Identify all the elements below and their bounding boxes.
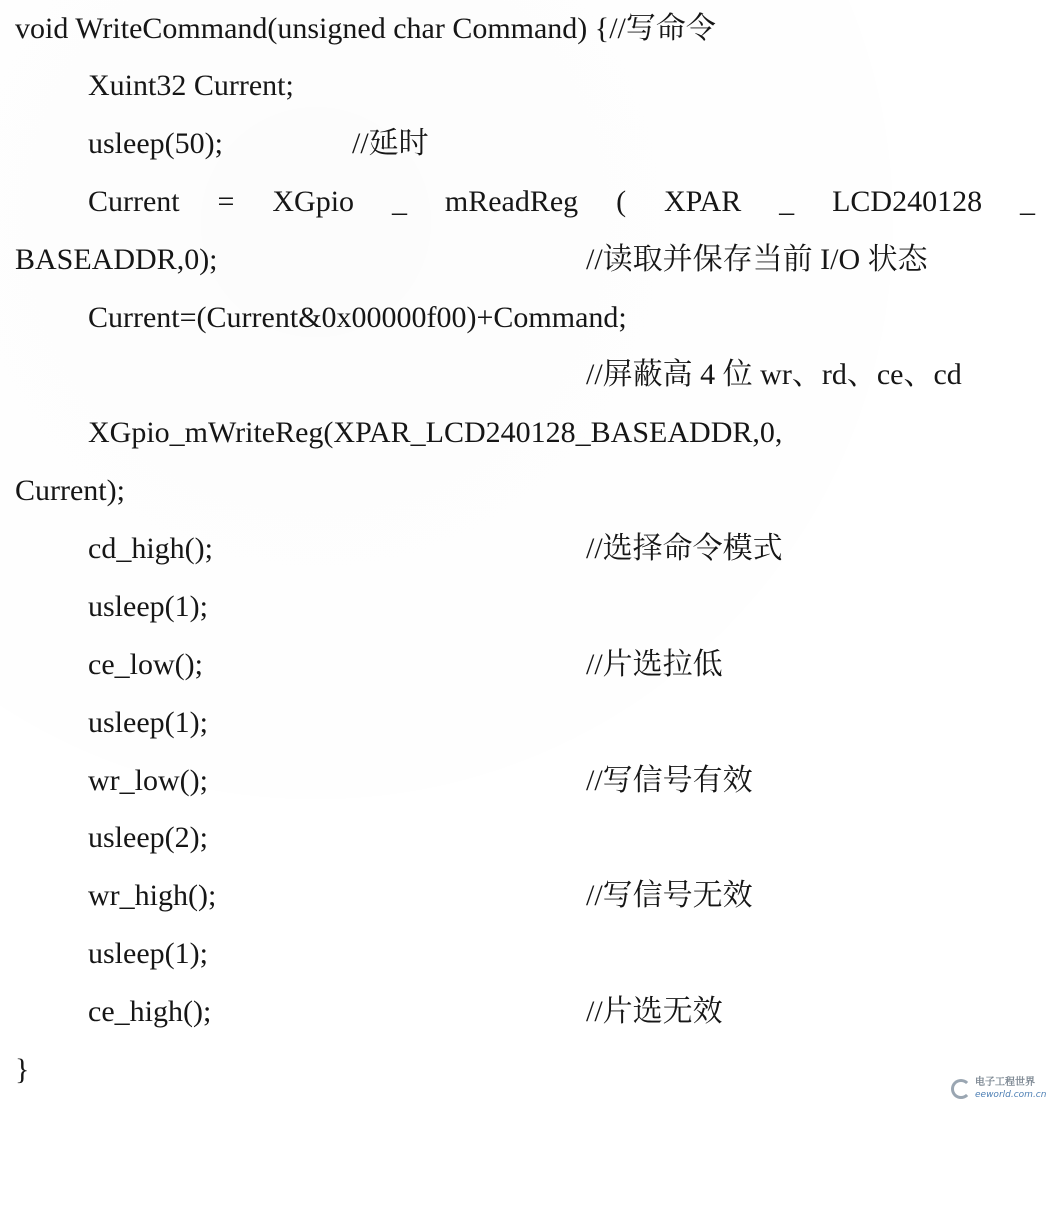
token: Current	[88, 185, 180, 218]
code-line	[0, 115, 1053, 173]
code-comment: //写信号有效	[586, 764, 753, 797]
watermark-url: eeworld.com.cn	[975, 1090, 1047, 1100]
code-statement: Current);	[15, 474, 125, 507]
code-line	[0, 1041, 1053, 1099]
code-statement	[88, 173, 1035, 231]
code-statement: Current=(Current&0x00000f00)+Command;	[88, 301, 627, 334]
eeworld-logo-icon	[951, 1079, 971, 1099]
code-line	[0, 404, 1053, 462]
code-statement: usleep(2);	[88, 821, 208, 854]
code-statement: wr_high();	[88, 879, 217, 912]
code-line	[0, 289, 1053, 347]
token: =	[217, 185, 235, 218]
code-comment: //读取并保存当前 I/O 状态	[586, 243, 928, 276]
code-comment: //写信号无效	[586, 879, 753, 912]
closing-brace: }	[15, 1053, 30, 1086]
code-comment: //屏蔽高 4 位 wr、rd、ce、cd	[586, 358, 962, 391]
code-line	[0, 983, 1053, 1041]
code-line	[0, 520, 1053, 578]
token: XPAR	[663, 185, 742, 218]
code-line	[0, 173, 1053, 231]
code-statement: usleep(1);	[88, 937, 208, 970]
variable-declaration: Xuint32 Current;	[88, 69, 294, 102]
code-line	[0, 462, 1053, 520]
code-statement: ce_low();	[88, 648, 203, 681]
token: mReadReg	[444, 185, 579, 218]
code-statement: cd_high();	[88, 532, 213, 565]
code-line	[0, 57, 1053, 115]
code-comment: //延时	[352, 127, 429, 160]
code-statement: wr_low();	[88, 764, 208, 797]
code-line	[0, 346, 1053, 404]
code-statement: usleep(1);	[88, 706, 208, 739]
code-statement: XGpio_mWriteReg(XPAR_LCD240128_BASEADDR,0,	[88, 416, 783, 449]
token: _	[779, 185, 795, 218]
code-comment: //片选无效	[586, 995, 723, 1028]
code-line	[0, 578, 1053, 636]
token: (	[616, 185, 627, 218]
eeworld-watermark	[951, 1077, 1047, 1105]
token: _	[391, 185, 407, 218]
code-line	[0, 752, 1053, 810]
code-comment: //选择命令模式	[586, 532, 783, 565]
code-line	[0, 925, 1053, 983]
code-line	[0, 867, 1053, 925]
code-line	[0, 694, 1053, 752]
code-comment: //片选拉低	[586, 648, 723, 681]
code-statement: usleep(1);	[88, 590, 208, 623]
watermark-name: 电子工程世界	[975, 1077, 1035, 1088]
token: _	[1019, 185, 1035, 218]
code-statement: BASEADDR,0);	[15, 243, 218, 276]
code-line	[0, 636, 1053, 694]
function-signature: void WriteCommand(unsigned char Command) {//写命令	[15, 12, 716, 45]
code-statement: usleep(50);	[88, 127, 223, 160]
code-line	[0, 231, 1053, 289]
token: LCD240128	[832, 185, 983, 218]
code-statement: ce_high();	[88, 995, 212, 1028]
code-line	[0, 809, 1053, 867]
token: XGpio	[272, 185, 355, 218]
code-line	[0, 0, 1053, 58]
